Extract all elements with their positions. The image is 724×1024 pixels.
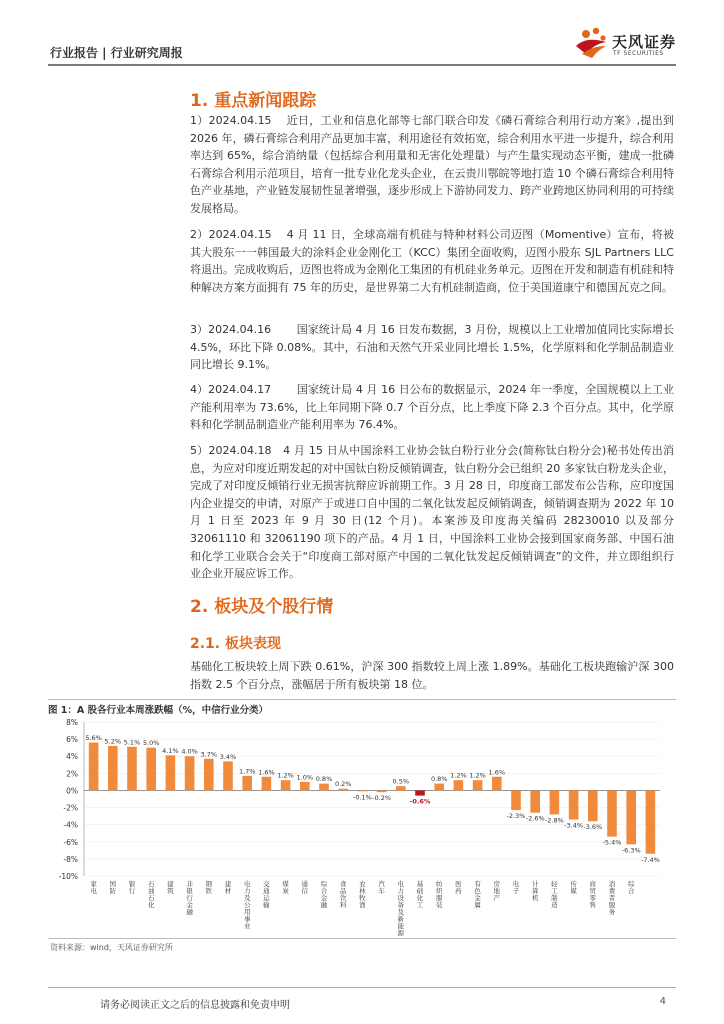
x-tick-label: 综合 bbox=[627, 880, 635, 895]
data-label: -2.3% bbox=[506, 812, 526, 821]
bar bbox=[146, 748, 156, 791]
figure-bottom-divider bbox=[48, 938, 676, 939]
x-tick-label: 建材 bbox=[224, 880, 232, 895]
logo-text: 天风证券 bbox=[612, 33, 677, 51]
data-label: -3.6% bbox=[583, 823, 603, 832]
y-tick-label: -4% bbox=[63, 820, 78, 830]
news-item-1: 1）2024.04.15 近日，工业和信息化部等七部门联合印发《磷石膏综合利用行动方案》,提出到 2026 年，磷石膏综合利用产品更加丰富，利用途径有效拓宽，综合利用水平进一步提升，综合利用率达到 65%，综合消纳量（包括综合利用量和无害化处理量）与产生量实现动态平衡，建成一批磷石膏综合利用示范项目，培育一批专业化龙头企业，在云贵川鄂皖等地打造 10 个磷石膏综合利用特色产业基地，产业链发展韧性显著增强，逐步形成上下游协同发力、跨产业跨地区协同利用的可持续发展格局。 bbox=[190, 114, 674, 215]
data-label: 5.6% bbox=[85, 734, 102, 743]
data-label: -0.1% bbox=[352, 793, 372, 802]
data-label: 4.1% bbox=[162, 746, 179, 755]
x-tick-label: 非银行金融 bbox=[186, 880, 193, 916]
bar bbox=[358, 790, 368, 791]
bar bbox=[530, 790, 540, 812]
bar bbox=[473, 780, 483, 790]
y-tick-label: -10% bbox=[58, 872, 78, 881]
data-label: 5.1% bbox=[123, 738, 141, 747]
x-tick-label: 煤炭 bbox=[282, 880, 289, 895]
data-label: -7.4% bbox=[640, 855, 660, 864]
x-tick-label: 石油石化 bbox=[147, 880, 155, 909]
x-tick-label: 综合金融 bbox=[320, 880, 328, 909]
data-label: -0.2% bbox=[372, 794, 392, 803]
y-tick-label: -2% bbox=[63, 803, 78, 813]
y-tick-label: -8% bbox=[63, 854, 78, 864]
y-tick-label: 6% bbox=[66, 735, 78, 745]
x-tick-label: 国防 bbox=[109, 880, 117, 895]
x-tick-label: 钢铁 bbox=[205, 880, 213, 895]
bar bbox=[281, 780, 291, 790]
section-1-title: 1. 重点新闻跟踪 bbox=[190, 91, 317, 111]
bar bbox=[377, 790, 387, 792]
data-label: 3.4% bbox=[219, 752, 237, 761]
x-tick-label: 农林牧渔 bbox=[359, 880, 366, 909]
data-label: 0.5% bbox=[392, 777, 410, 786]
data-label: 4.0% bbox=[181, 747, 198, 756]
bar bbox=[204, 759, 214, 791]
x-tick-label: 交通运输 bbox=[263, 880, 270, 909]
bar bbox=[454, 780, 464, 790]
bar bbox=[511, 790, 521, 810]
section-2-title: 2. 板块及个股行情 bbox=[190, 597, 334, 617]
bar bbox=[415, 790, 425, 795]
x-tick-label: 通信 bbox=[301, 880, 309, 895]
y-tick-label: -6% bbox=[63, 837, 78, 847]
figure-title: 图 1：A 股各行业本周涨跌幅（%，中信行业分类） bbox=[48, 705, 269, 716]
data-label: 1.2% bbox=[450, 771, 467, 780]
x-tick-label: 家电 bbox=[90, 880, 97, 895]
bar bbox=[607, 790, 617, 836]
x-tick-label: 汽车 bbox=[378, 880, 385, 895]
logo-mark-icon bbox=[576, 28, 606, 58]
data-label: -6.3% bbox=[621, 846, 641, 855]
data-label: -2.6% bbox=[525, 814, 545, 823]
x-tick-label: 轻工制造 bbox=[551, 880, 558, 909]
logo-subtext: TF SECURITIES bbox=[613, 50, 664, 57]
x-tick-label: 纺织服装 bbox=[435, 880, 443, 909]
bar bbox=[569, 790, 579, 819]
x-tick-label: 计算机 bbox=[531, 880, 539, 902]
data-label: 5.2% bbox=[104, 737, 122, 746]
data-label: 0.2% bbox=[334, 780, 352, 789]
sector-performance-text: 基础化工板块较上周下跌 0.61%，沪深 300 指数较上周上涨 1.89%。基础化工板块跑输沪深 300 指数 2.5 个百分点，涨幅居于所有板块第 18 位。 bbox=[190, 660, 674, 691]
bar bbox=[223, 761, 233, 790]
data-label: 1.6% bbox=[488, 768, 506, 777]
bar bbox=[89, 743, 99, 791]
bar bbox=[262, 777, 272, 791]
page-number: 4 bbox=[659, 996, 666, 1007]
x-tick-label: 电力及公用事业 bbox=[243, 880, 251, 930]
data-label: 0.8% bbox=[430, 775, 448, 784]
bar bbox=[434, 784, 444, 791]
section-2-1-title: 2.1. 板块表现 bbox=[190, 636, 281, 652]
bar bbox=[185, 756, 195, 790]
x-tick-label: 房地产 bbox=[493, 880, 501, 902]
figure-source: 资料来源：wind，天风证券研究所 bbox=[50, 943, 173, 952]
bar bbox=[242, 776, 252, 791]
footer-divider bbox=[48, 987, 676, 988]
news-item-2: 2）2024.04.15 4 月 11 日，全球高端有机硅与特种材料公司迈图（Momentive）宣布，将被其大股东一一韩国最大的涂料企业金刚化工（KCC）集团全面收购，迈图小股东 SJL Partners LLC 将退出。完成收购后，迈图也将成为金刚化工集团的有机硅业务单元。迈图在开发和制造有机硅和特种解决方案方面拥有 75 年的历史，是世界第二大有机硅制造商，位于美国道康宁和德国瓦克之间。 bbox=[190, 228, 674, 294]
data-label: -5.4% bbox=[602, 838, 622, 847]
figure-top-divider bbox=[48, 699, 676, 700]
x-tick-label: 商贸零售 bbox=[589, 880, 597, 909]
x-tick-label: 电力设备及新能源 bbox=[397, 880, 405, 937]
data-label: 0.8% bbox=[315, 775, 333, 784]
footer-disclaimer: 请务必阅读正文之后的信息披露和免责申明 bbox=[100, 1000, 290, 1011]
x-tick-label: 医药 bbox=[455, 880, 462, 895]
x-tick-label: 有色金属 bbox=[474, 880, 481, 909]
data-label: 3.7% bbox=[200, 750, 218, 759]
bar bbox=[338, 789, 348, 791]
data-label: 1.2% bbox=[277, 771, 294, 780]
bar bbox=[127, 747, 137, 791]
bar bbox=[108, 746, 118, 790]
x-tick-label: 消费者服务 bbox=[608, 880, 616, 916]
data-label: 1.7% bbox=[238, 767, 256, 776]
bar bbox=[588, 790, 598, 821]
x-tick-label: 银行 bbox=[128, 880, 136, 895]
x-tick-label: 传媒 bbox=[570, 880, 577, 895]
data-label: -2.8% bbox=[544, 816, 564, 825]
bar bbox=[626, 790, 636, 844]
x-tick-label: 建筑 bbox=[167, 880, 174, 895]
news-item-3: 3）2024.04.16 国家统计局 4 月 16 日发布数据，3 月份，规模以上工业增加值同比实际增长 4.5%，环比下降 0.08%。其中，石油和天然气开采业同比增长 1.5%，化学原料和化学制品制造业同比增长 9.1%。 bbox=[190, 323, 674, 372]
data-label: 1.6% bbox=[258, 768, 275, 777]
header-title: 行业报告 | 行业研究周报 bbox=[50, 46, 183, 60]
bar bbox=[646, 790, 656, 853]
bar bbox=[550, 790, 560, 814]
bar bbox=[396, 786, 406, 790]
data-label: 1.2% bbox=[469, 771, 486, 780]
header-divider bbox=[48, 64, 676, 66]
x-tick-label: 食品饮料 bbox=[339, 880, 347, 909]
data-label: 5.0% bbox=[142, 739, 160, 748]
data-label: -3.4% bbox=[564, 821, 584, 830]
y-tick-label: 4% bbox=[66, 752, 78, 762]
y-tick-label: 8% bbox=[66, 718, 78, 727]
bar bbox=[319, 784, 329, 791]
news-item-4: 4）2024.04.17 国家统计局 4 月 16 日公布的数据显示，2024 年一季度，全国规模以上工业产能利用率为 73.6%，比上年同期下降 0.7 个百分点，比上季度下降 2.3 个百分点。其中，化学原料和化学制品制造业产能利用率为 76.4%。 bbox=[190, 383, 674, 432]
bar bbox=[166, 755, 176, 790]
y-tick-label: 2% bbox=[66, 769, 78, 779]
x-tick-label: 电子 bbox=[512, 880, 520, 895]
data-label: -0.6% bbox=[409, 797, 431, 806]
bar bbox=[300, 782, 310, 791]
bar bbox=[492, 777, 502, 791]
news-item-5: 5）2024.04.18 4 月 15 日从中国涂料工业协会钛白粉行业分会(简称钛白粉分会)秘书处传出消息，为应对印度近期发起的对中国钛白粉反倾销调查，钛白粉分会已组织 20 多家钛白粉龙头企业，完成了对印度反倾销行业无损害抗辩应诉前期工作。3 月 28 日，印度商工部发布公告称，应印度国内企业提交的申请，对原产于或进口自中国的二氧化钛发起反倾销调查，倾销调查期为 2022 年 10 月 1 日至 2023 年 9 月 30 日(12 个月)。本案涉及印度海关编码 28230010 以及部分 32061110 和 32061190 项下的产品。4 月 1 日，中国涂料工业协会接到国家商务部、中国石油和化学工业联合会关于“印度商工部对原产中国的二氧化钛发起反倾销调查”的文件，并立即组织行业企业开展应诉工作。 bbox=[190, 444, 674, 581]
industry-returns-bar-chart bbox=[48, 714, 676, 938]
x-tick-label: 基础化工 bbox=[416, 880, 424, 909]
data-label: 1.0% bbox=[296, 773, 314, 782]
y-tick-label: 0% bbox=[66, 786, 78, 796]
